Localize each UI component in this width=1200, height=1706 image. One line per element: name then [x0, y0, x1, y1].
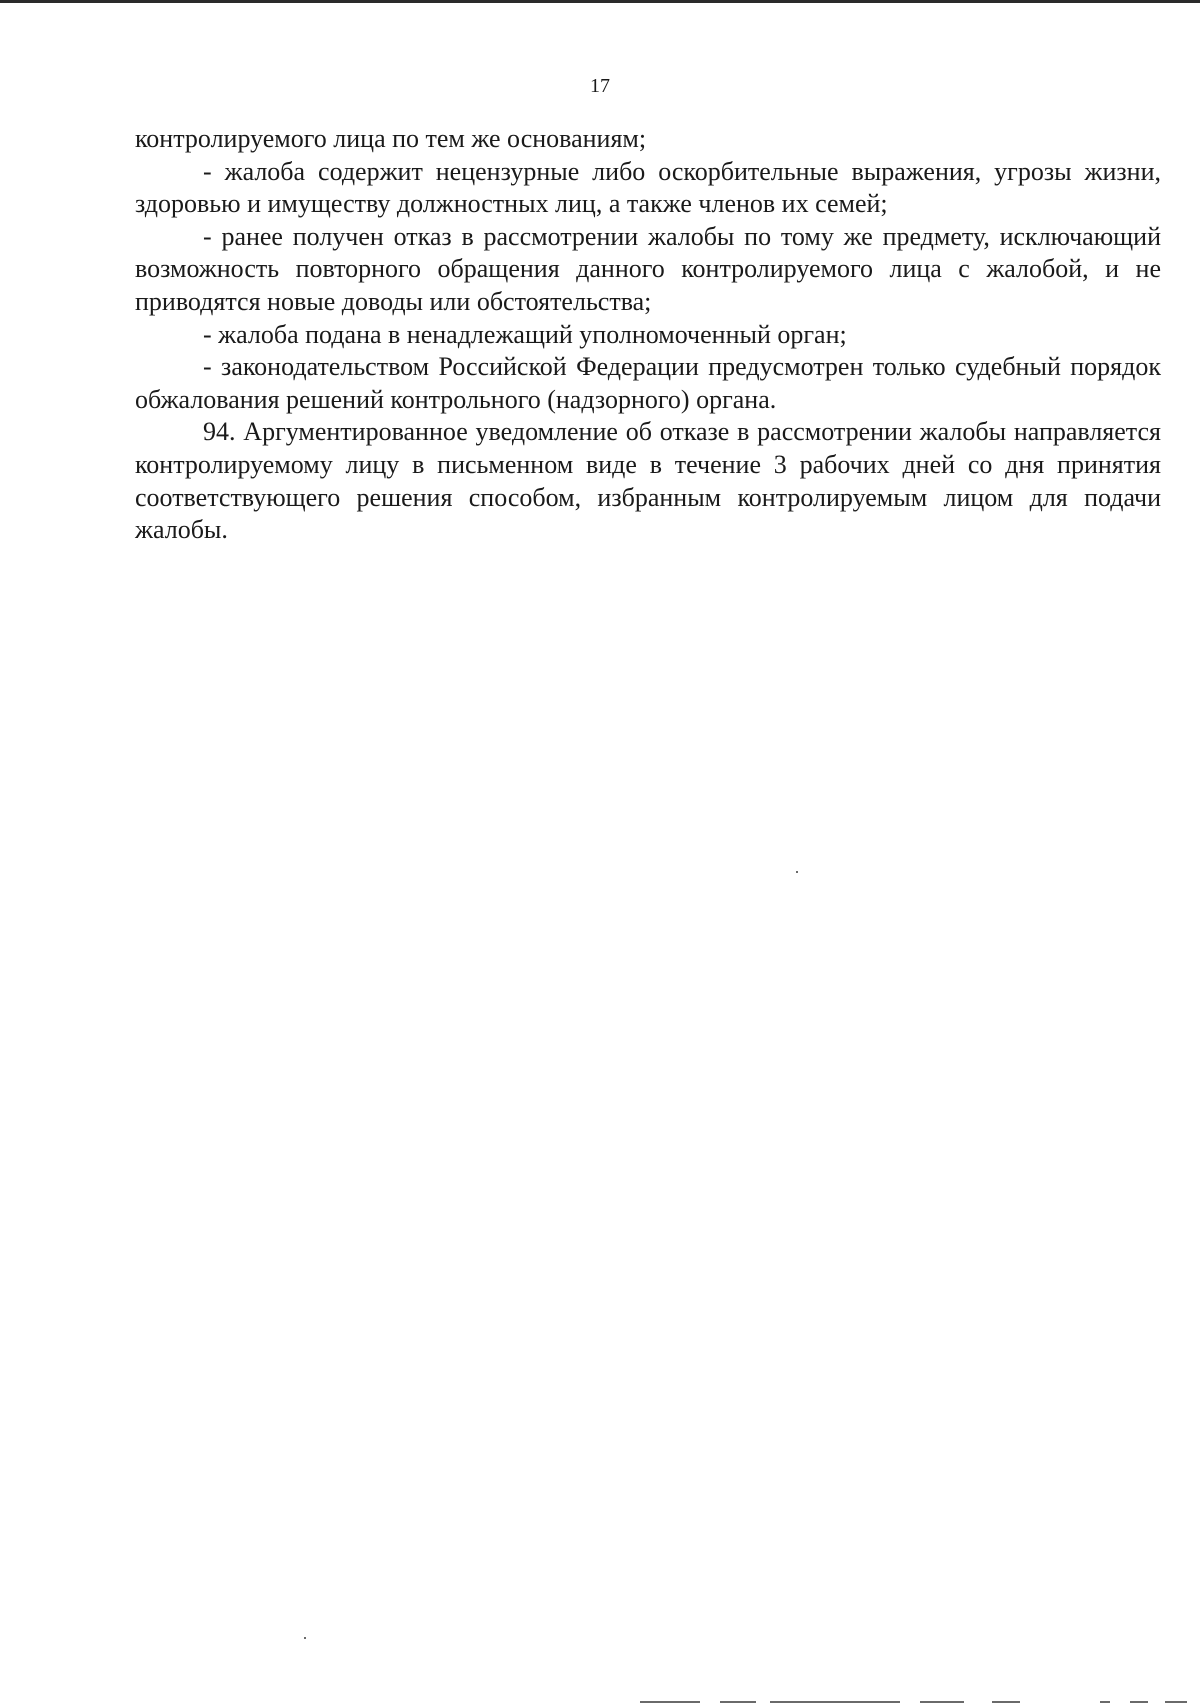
paragraph-prior-refusal: - ранее получен отказ в рассмотрении жалобы по тому же предмету, исключающий возможность повторного обращения данного контролируемого лица с жалобой, и не приводятся новые доводы или обстоятельства;	[135, 221, 1161, 316]
paragraph-wrong-authority: - жалоба подана в ненадлежащий уполномоченный орган;	[203, 319, 847, 349]
paragraph-94-notice: 94. Аргументированное уведомление об отказе в рассмотрении жалобы направляется контролируемому лицу в письменном виде в течение 3 рабочих дней со дня принятия соответствующего решения способом, избранным контролируемым лицом для подачи жалобы.	[135, 417, 1161, 545]
paragraph-obscene-complaint: - жалоба содержит нецензурные либо оскорбительные выражения, угрозы жизни, здоровью и имуществу должностных лиц, а также членов их семей;	[135, 156, 1161, 219]
document-body	[135, 123, 1161, 547]
paragraph-judicial-only: - законодательством Российской Федерации предусмотрен только судебный порядок обжалования решений контрольного (надзорного) органа.	[135, 352, 1161, 414]
scan-speck	[796, 871, 798, 873]
scan-bottom-artifacts	[600, 1699, 1200, 1706]
paragraph-continuation: контролируемого лица по тем же основаниям;	[135, 124, 647, 153]
scan-speck	[304, 1637, 306, 1639]
scan-top-edge	[0, 0, 1200, 3]
page-number: 17	[590, 75, 610, 97]
